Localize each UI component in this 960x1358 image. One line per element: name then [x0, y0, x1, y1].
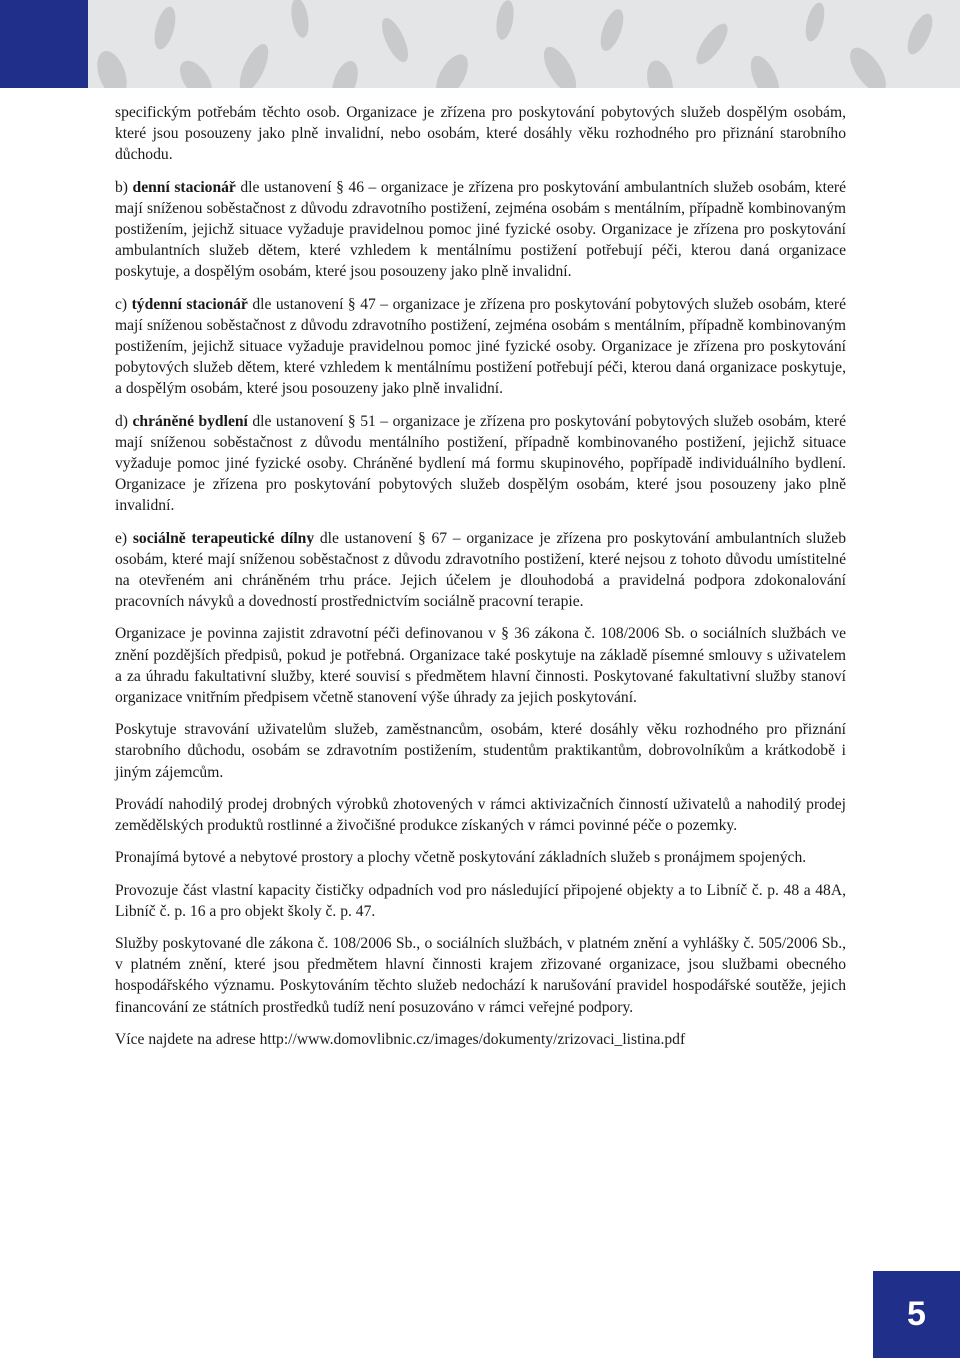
paragraph-text: Organizace je povinna zajistit zdravotní péči definovanou v § 36 zákona č. 108/2006 Sb. o sociálních službách ve znění pozdějších předpisů, pokud je potřebná. Organizace také poskytuje na základě písemné smlouvy s uživatelem a za úhradu fakultativní služby, které souvisí s předmětem hlavní činnosti. Poskytované fakultativní služby stanoví organizace vnitřním předpisem včetně stanovení výše úhrady za jejich poskytování.: [115, 625, 846, 707]
paragraph: [115, 623, 846, 708]
paragraph-term: sociálně terapeutické dílny: [132, 529, 315, 547]
paragraph-lead: c): [115, 295, 132, 313]
paragraph-lead: b): [115, 178, 133, 196]
paragraph-term: chráněné bydlení: [132, 412, 248, 430]
document-body: [115, 102, 846, 1061]
paragraph-text: Provádí nahodilý prodej drobných výrobků zhotovených v rámci aktivizačních činností uživatelů a nahodilý prodej zemědělských produktů rostlinné a živočišné produkce získaných v rámci povinné péče o pozemky.: [115, 795, 846, 835]
paragraph-text: Služby poskytované dle zákona č. 108/2006 Sb., o sociálních službách, v platném znění a vyhlášky č. 505/2006 Sb., v platném znění, které jsou předmětem hlavní činnosti krajem zřizované organizace, jsou službami obecného hospodářského významu. Poskytováním těchto služeb nedochází k narušování pravidel hospodářské soutěže, jejich financování ze státních prostředků tudíž není posuzováno v rámci veřejné podpory.: [115, 934, 846, 1016]
paragraph-lead: d): [115, 412, 133, 430]
paragraph-text: Provozuje část vlastní kapacity čističky odpadních vod pro následující připojené objekty a to Libníč č. p. 48 a 48A, Libníč č. p. 16 a pro objekt školy č. p. 47.: [115, 881, 846, 920]
paragraph: [115, 794, 846, 836]
header-band: [0, 0, 960, 88]
paragraph: [115, 1029, 846, 1050]
paragraph: [115, 411, 846, 517]
paragraph-lead: e): [115, 529, 133, 547]
paragraph-text: Více najdete na adrese http://www.domovlibnic.cz/images/dokumenty/zrizovaci_listina.pdf: [115, 1030, 686, 1048]
paragraph: [115, 177, 846, 283]
paragraph-text: specifickým potřebám těchto osob. Organizace je zřízena pro poskytování pobytových služeb dospělým osobám, které jsou posouzeny jako plně invalidní, nebo osobám, které dosáhly věku rozhodného pro přiznání starobního důchodu.: [115, 104, 846, 164]
paragraph-text: dle ustanovení § 51 – organizace je zřízena pro poskytování pobytových služeb osobám, které mají sníženou soběstačnost z důvodu mentálního postižení, případně kombinovaného postižení, jejichž situace vyžaduje pomoc jiné fyzické osoby. Chráněné bydlení má formu skupinového, popřípadě individuálního bydlení. Organizace je zřízena pro poskytování pobytových služeb dospělým osobám, které jsou posouzeny jako plně invalidní.: [115, 412, 846, 515]
paragraph: [115, 847, 846, 868]
paragraph-text: dle ustanovení § 67 – organizace je zřízena pro poskytování ambulantních služeb osobám, které mají sníženou soběstačnost z důvodu zdravotního postižení, které nejsou z tohoto důvodu umístitelné na otevřeném ani chráněném trhu práce. Jejich účelem je dlouhodobá a pravidelná podpora zdokonalování pracovních návyků a dovedností prostřednictvím sociálně pracovní terapie.: [115, 529, 846, 611]
paragraph: [115, 294, 846, 400]
grain-pattern-icon: [0, 0, 960, 88]
paragraph-text: Poskytuje stravování uživatelům služeb, zaměstnancům, osobám, které dosáhly věku rozhodného pro přiznání starobního důchodu, osobám se zdravotním postižením, studentům praktikantům, dobrovolníkům a krátkodobě i jiným zájemcům.: [115, 721, 846, 781]
paragraph: [115, 933, 846, 1018]
paragraph: [115, 719, 846, 783]
paragraph: [115, 102, 846, 166]
paragraph-term: týdenní stacionář: [131, 295, 248, 313]
paragraph: [115, 880, 846, 922]
paragraph-text: Pronajímá bytové a nebytové prostory a plochy včetně poskytování základních služeb s pronájmem spojených.: [115, 849, 807, 867]
page-number: 5: [873, 1271, 960, 1358]
paragraph-text: dle ustanovení § 47 – organizace je zřízena pro poskytování pobytových služeb osobám, které mají sníženou soběstačnost z důvodu zdravotního postižení, zejména osobám s mentálním, případně kombinovaným postižením, jejichž situace vyžaduje pravidelnou pomoc jiné fyzické osoby. Organizace je zřízena pro poskytování pobytových služeb dětem, které vzhledem k mentálnímu postižení potřebují péči, kterou daná organizace poskytuje, a dospělým osobám, které jsou posouzeny jako plně invalidní.: [115, 295, 846, 398]
paragraph-text: dle ustanovení § 46 – organizace je zřízena pro poskytování ambulantních služeb osobám, které mají sníženou soběstačnost z důvodu zdravotního postižení, zejména osobám s mentálním, případně kombinovaným postižením, jejichž situace vyžaduje pravidelnou pomoc jiné fyzické osoby. Organizace je zřízena pro poskytování ambulantních služeb dětem, které vzhledem k mentálnímu postižení potřebují péči, kterou daná organizace poskytuje, a dospělým osobám, které jsou posouzeny jako plně invalidní.: [115, 178, 846, 281]
paragraph: [115, 528, 846, 613]
paragraph-term: denní stacionář: [132, 178, 236, 196]
